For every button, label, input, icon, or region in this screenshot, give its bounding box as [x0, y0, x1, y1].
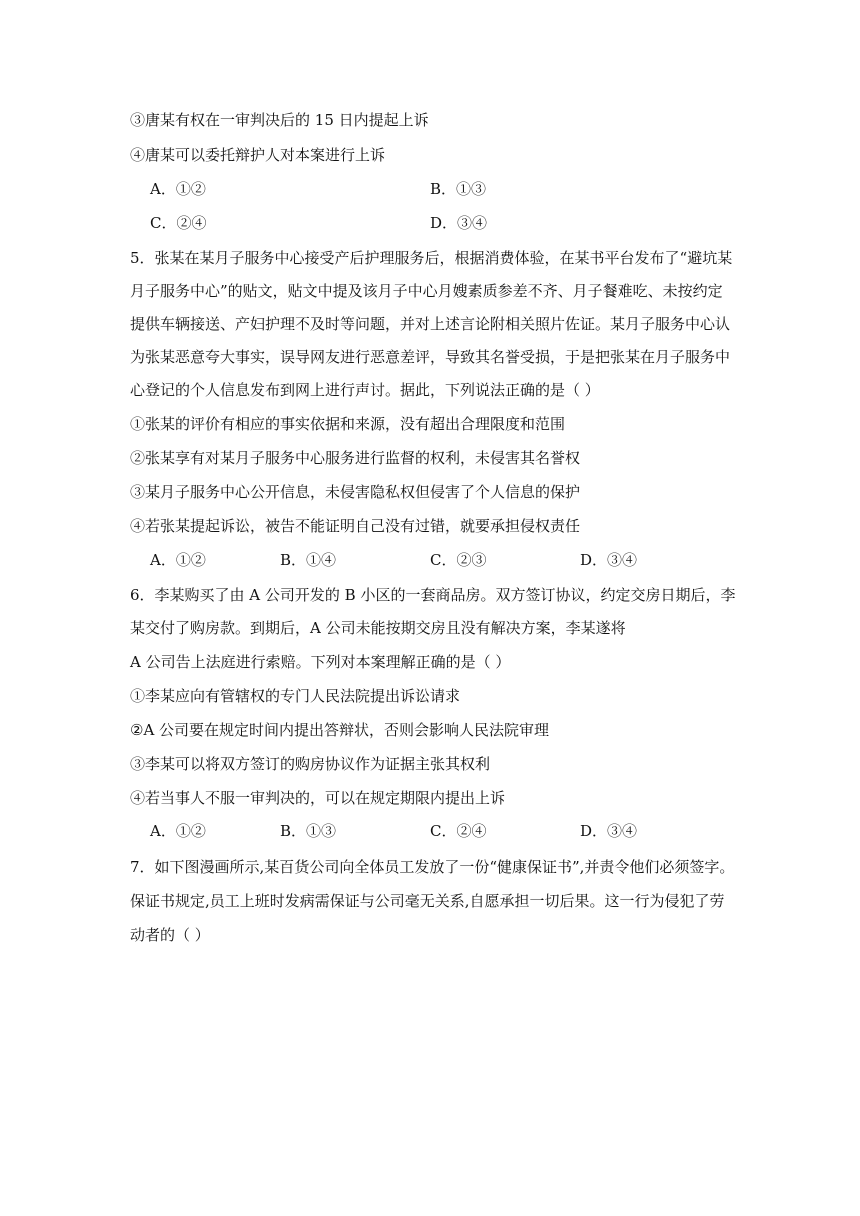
q5-stem-line-1: 5．张某在某月子服务中心接受产后护理服务后，根据消费体验，在某书平台发布了“避坑某	[130, 249, 733, 267]
q4-item-4: ④唐某可以委托辩护人对本案进行上诉	[130, 146, 386, 164]
q6-options	[150, 821, 740, 841]
q5-option-a: A．①②	[150, 551, 206, 569]
q7-stem-line-3: 动者的（ ）	[130, 926, 210, 944]
q6-option-d: D．③④	[580, 822, 638, 840]
q5-stem-line-2: 月子服务中心”的贴文，贴文中提及该月子中心月嫂素质参差不齐、月子餐难吃、未按约定	[130, 282, 723, 300]
q6-item-2: ②A 公司要在规定时间内提出答辩状，否则会影响人民法院审理	[130, 721, 550, 739]
q6-stem-line-1: 6．李某购买了由 A 公司开发的 B 小区的一套商品房。双方签订协议，约定交房日期后，李	[130, 586, 736, 604]
q6-item-1: ①李某应向有管辖权的专门人民法院提出诉讼请求	[130, 687, 461, 705]
q6-item-3: ③李某可以将双方签订的购房协议作为证据主张其权利	[130, 755, 491, 773]
q5-stem-line-3: 提供车辆接送、产妇护理不及时等问题，并对上述言论附相关照片佐证。某月子服务中心认	[130, 315, 731, 333]
q6-stem-line-2: 某交付了购房款。到期后，A 公司未能按期交房且没有解决方案，李某遂将	[130, 619, 626, 637]
q4-option-b: B．①③	[430, 180, 487, 198]
q5-item-4: ④若张某提起诉讼，被告不能证明自己没有过错，就要承担侵权责任	[130, 517, 581, 535]
q5-item-2: ②张某享有对某月子服务中心服务进行监督的权利，未侵害其名誉权	[130, 449, 581, 467]
q6-stem-line-3: A 公司告上法庭进行索赔。下列对本案理解正确的是（ ）	[130, 653, 511, 671]
q4-option-a: A．①②	[150, 180, 206, 198]
q5-options	[150, 550, 740, 570]
q5-option-c: C．②③	[430, 551, 487, 569]
q5-stem-line-5: 心登记的个人信息发布到网上进行声讨。据此，下列说法正确的是（ ）	[130, 381, 600, 399]
q4-option-c: C．②④	[150, 214, 207, 232]
q4-item-3: ③唐某有权在一审判决后的 15 日内提起上诉	[130, 111, 429, 129]
q5-option-d: D．③④	[580, 551, 638, 569]
q7-stem-line-1: 7．如下图漫画所示,某百货公司向全体员工发放了一份“健康保证书”,并责令他们必须签字。	[130, 858, 735, 876]
q7-stem-line-2: 保证书规定,员工上班时发病需保证与公司毫无关系,自愿承担一切后果。这一行为侵犯了劳	[130, 892, 725, 910]
q6-option-a: A．①②	[150, 822, 206, 840]
q6-item-4: ④若当事人不服一审判决的，可以在规定期限内提出上诉	[130, 789, 506, 807]
q4-options-row-1	[150, 179, 740, 199]
q5-option-b: B．①④	[280, 551, 337, 569]
q6-option-c: C．②④	[430, 822, 487, 840]
q5-item-1: ①张某的评价有相应的事实依据和来源，没有超出合理限度和范围	[130, 415, 566, 433]
q4-options-row-2	[150, 213, 740, 233]
q5-stem-line-4: 为张某恶意夸大事实，误导网友进行恶意差评，导致其名誉受损，于是把张某在月子服务中	[130, 348, 731, 366]
q4-option-d: D．③④	[430, 214, 488, 232]
q6-option-b: B．①③	[280, 822, 337, 840]
q5-item-3: ③某月子服务中心公开信息，未侵害隐私权但侵害了个人信息的保护	[130, 483, 581, 501]
